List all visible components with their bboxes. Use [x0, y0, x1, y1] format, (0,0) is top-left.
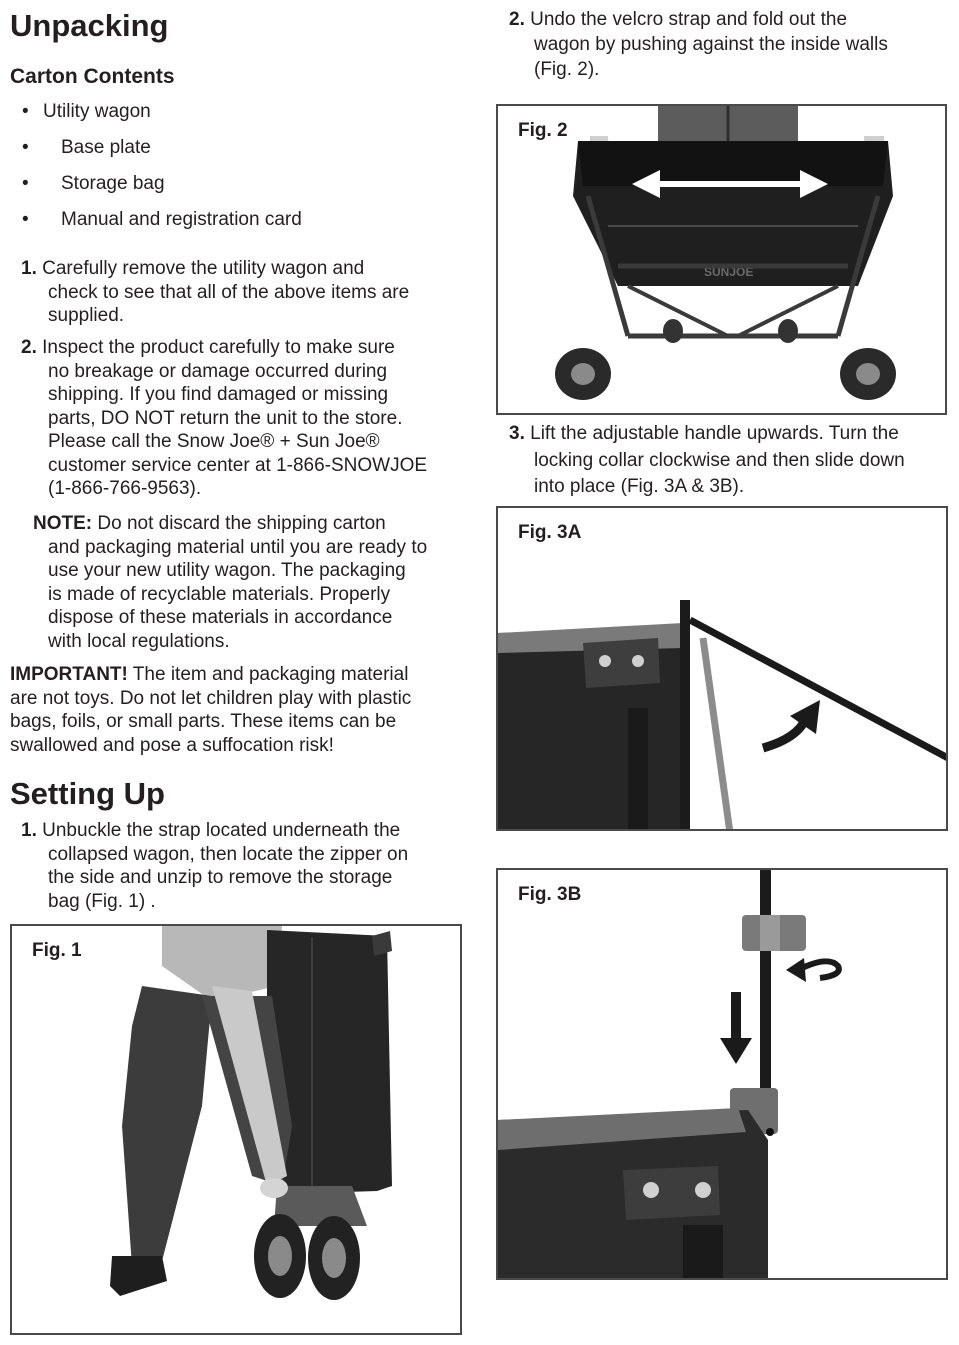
figure-3b: [496, 868, 948, 1280]
figure-2-label: Fig. 2: [518, 120, 568, 141]
setup-step-3: 3. Lift the adjustable handle upwards. Turn the locking collar clockwise and then slide down into place (Fig. 3A & 3B).: [509, 423, 905, 497]
figure-2-illustration: [498, 106, 947, 415]
heading-carton-contents: Carton Contents: [10, 65, 175, 88]
figure-3b-illustration: [498, 870, 948, 1280]
setup-step-1: 1. Unbuckle the strap located underneath the collapsed wagon, then locate the zipper on the side and unzip to remove the storage bag (Fig. 1) .: [21, 820, 409, 912]
wagon-brand-text: SUNJOE: [704, 265, 754, 279]
figure-3b-label: Fig. 3B: [518, 884, 582, 905]
heading-unpacking: Unpacking: [10, 8, 169, 43]
important-paragraph: IMPORTANT! The item and packaging material are not toys. Do not let children play with plastic bags, foils, or small parts. These items can be swallowed and pose a suffocation risk!: [10, 664, 412, 756]
setup-step-2: 2. Undo the velcro strap and fold out the wagon by pushing against the inside walls (Fig. 2).: [509, 9, 888, 80]
carton-item: • Storage bag: [22, 173, 165, 194]
figure-1-illustration: [12, 926, 462, 1335]
carton-item: • Manual and registration card: [22, 209, 302, 230]
figure-2: [496, 104, 947, 415]
figure-3a-illustration: [498, 508, 948, 831]
carton-item: • Utility wagon: [22, 101, 151, 122]
carton-item: • Base plate: [22, 137, 151, 158]
unpack-step-1: 1. Carefully remove the utility wagon and check to see that all of the above items are supplied.: [21, 258, 410, 326]
figure-1: [10, 924, 462, 1335]
figure-1-label: Fig. 1: [32, 940, 82, 961]
note-paragraph: NOTE: Do not discard the shipping carton and packaging material until you are ready to use your new utility wagon. The packaging is made of recyclable materials. Properly dispose of these materials in accordance with local regulations.: [33, 513, 428, 652]
figure-3a: [496, 506, 948, 831]
heading-setting-up: Setting Up: [10, 776, 165, 811]
figure-3a-label: Fig. 3A: [518, 522, 582, 543]
unpack-step-2: 2. Inspect the product carefully to make sure no breakage or damage occurred during shipping. If you find damaged or missing parts, DO NOT return the unit to the store. Please call the Snow Joe® + Sun Joe® customer service center at 1-866-SNOWJOE (1-866-766-9563).: [21, 337, 428, 499]
